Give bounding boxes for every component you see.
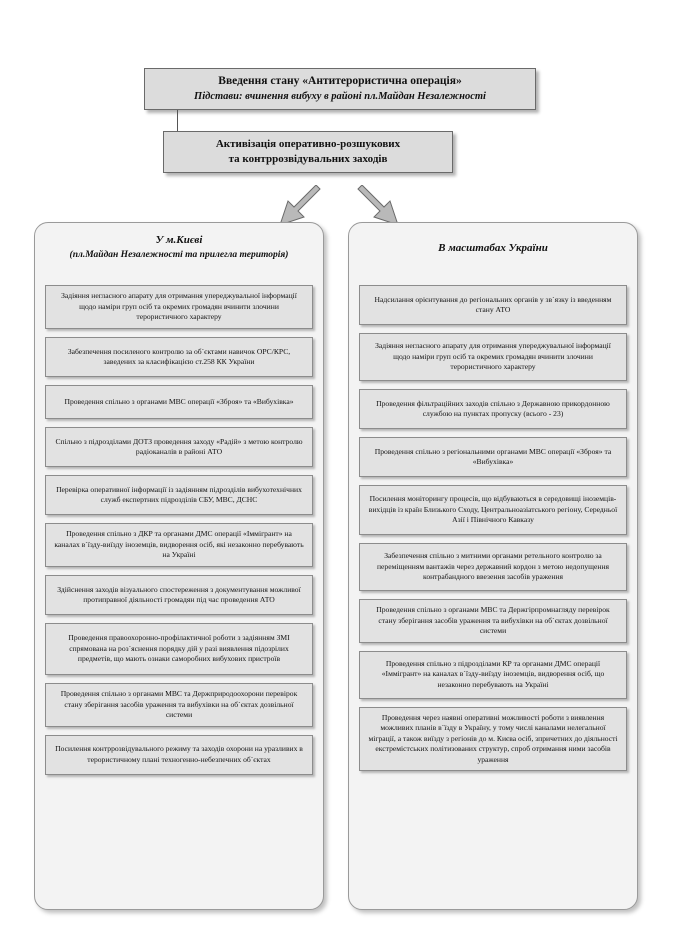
list-item-text: Спільно з підрозділами ДОТЗ проведення заходу «Радій» з метою контролю радіоканалів в районі АТО (55, 436, 303, 456)
column-kyiv-header-line1: У м.Києві (155, 234, 203, 246)
list-item-text: Задіяння негласного апарату для отримання упереджувальної інформації щодо наміри груп осіб та окремих громадян вчинити злочини терористичного характеру (61, 291, 297, 322)
column-kyiv (34, 222, 324, 910)
list-item (45, 683, 313, 727)
column-ukraine (348, 222, 638, 910)
list-item (45, 285, 313, 329)
column-kyiv-header-line2: (пл.Майдан Незалежності та прилегла територія) (69, 250, 289, 260)
column-ukraine-items (359, 285, 627, 901)
list-item-text: Задіяння негласного апарату для отримання упереджувальної інформації щодо наміри груп осіб та окремих громадян вчинити злочини терористичного характеру (375, 341, 611, 372)
activation-box (163, 131, 453, 173)
activation-line1: Активізація оперативно-розшукових (215, 138, 401, 150)
activation-line2: та контррозвідувальних заходів (228, 153, 388, 165)
list-item-text: Проведення спільно з підрозділами КР та органами ДМС операції «Іммігрант» на каналах в`їзду-виїзду іноземців, видворення осіб, що незаконно перебувають на Україні (381, 658, 605, 689)
list-item-text: Забезпечення посиленого контролю за об`єктами навичок ОРС/КРС, заведених за класифікацією ст.258 КК України (67, 346, 291, 366)
list-item-text: Проведення через наявні оперативні можливості роботи з виявлення можливих планів в`їзду в Україну, у тому числі каналами нелегальної міграції, а також виїзду з регіонів до м. Києва осіб, зпричетних до діяльності екстремістських політизованих структур, спроб отримання ними засобів ураження (368, 712, 618, 764)
list-item (359, 389, 627, 429)
list-item (45, 735, 313, 775)
list-item (359, 285, 627, 325)
list-item-text: Проведення спільно з ДКР та органами ДМС операції «Іммігрант» на каналах в`їзду-виїзду іноземців, видворення осіб, які незаконно перебувають на Україні (54, 529, 304, 560)
list-item-text: Проведення спільно з регіональними органами МВС операції «Зброя» та «Вибухівка» (374, 446, 612, 466)
list-item-text: Перевірка оперативної інформації із задіянням підрозділів вибухотехнічних служб експертних підрозділів СБУ, МВС, ДСНС (56, 484, 302, 504)
list-item (359, 599, 627, 643)
list-item-text: Проведення спільно з органами МВС та Держгірпромнагляду перевірок стану зберігання засобів ураження та вибухівки на об`єктах дозвільної системи (376, 605, 610, 635)
list-item (45, 427, 313, 467)
list-item-text: Посилення контррозвідувального режиму та заходів охорони на уразливих в терористичному плані техногенно-небезпечних об`єктах (55, 744, 303, 764)
list-item (45, 523, 313, 567)
list-item (45, 385, 313, 419)
ato-title-line1: Введення стану «Антитерористична операція» (218, 75, 462, 87)
list-item-text: Забезпечення спільно з митними органами ретельного контролю за переміщенням вантажів через державний кордон з метою недопущення контрабандного ввезення засобів ураження (376, 551, 610, 582)
list-item (359, 485, 627, 535)
list-item (359, 707, 627, 772)
list-item (45, 337, 313, 377)
list-item-text: Посилення моніторингу процесів, що відбуваються в середовищі іноземців-вихідців із країн Близького Сходу, Центральноазіатського регіону, Середньої Азії і Північного Кавказу (368, 494, 618, 525)
list-item-text: Здійснення заходів візуального спостереження з документування можливої протиправної діяльності громадян під час проведення АТО (57, 584, 301, 604)
column-kyiv-header (35, 233, 323, 262)
list-item (359, 651, 627, 699)
list-item-text: Проведення спільно з органами МВС операції «Зброя» та «Вибухівка» (64, 396, 294, 406)
list-item (359, 333, 627, 381)
list-item (45, 575, 313, 615)
column-kyiv-items (45, 285, 313, 901)
ato-title-line2: Підстави: вчинення вибуху в районі пл.Майдан Незалежності (194, 91, 486, 102)
column-ukraine-header (349, 241, 637, 256)
list-item (45, 623, 313, 675)
list-item (359, 543, 627, 591)
ato-title-box (144, 68, 536, 110)
list-item-text: Проведення спільно з органами МВС та Держприродоохорони перевірок стану зберігання засобів ураження та вибухівки на об`єктах дозвільної системи (60, 689, 298, 719)
vertical-connector-line (177, 110, 178, 131)
list-item-text: Проведення правоохоронно-профілактичної роботи з задіянням ЗМІ спрямована на роз`яснення порядку дій у разі виявлення підозрілих предметів, що мають ознаки саморобних вибухових пристроїв (68, 633, 290, 664)
list-item (359, 437, 627, 477)
column-ukraine-header-line1: В масштабах України (438, 242, 548, 254)
list-item-text: Надсилання орієнтування до регіональних органів у зв`язку із введенням стану АТО (374, 294, 612, 314)
list-item (45, 475, 313, 515)
list-item-text: Проведення фільтраційних заходів спільно з Державною прикордонною службою на пунктах пропуску (всього - 23) (376, 398, 610, 418)
